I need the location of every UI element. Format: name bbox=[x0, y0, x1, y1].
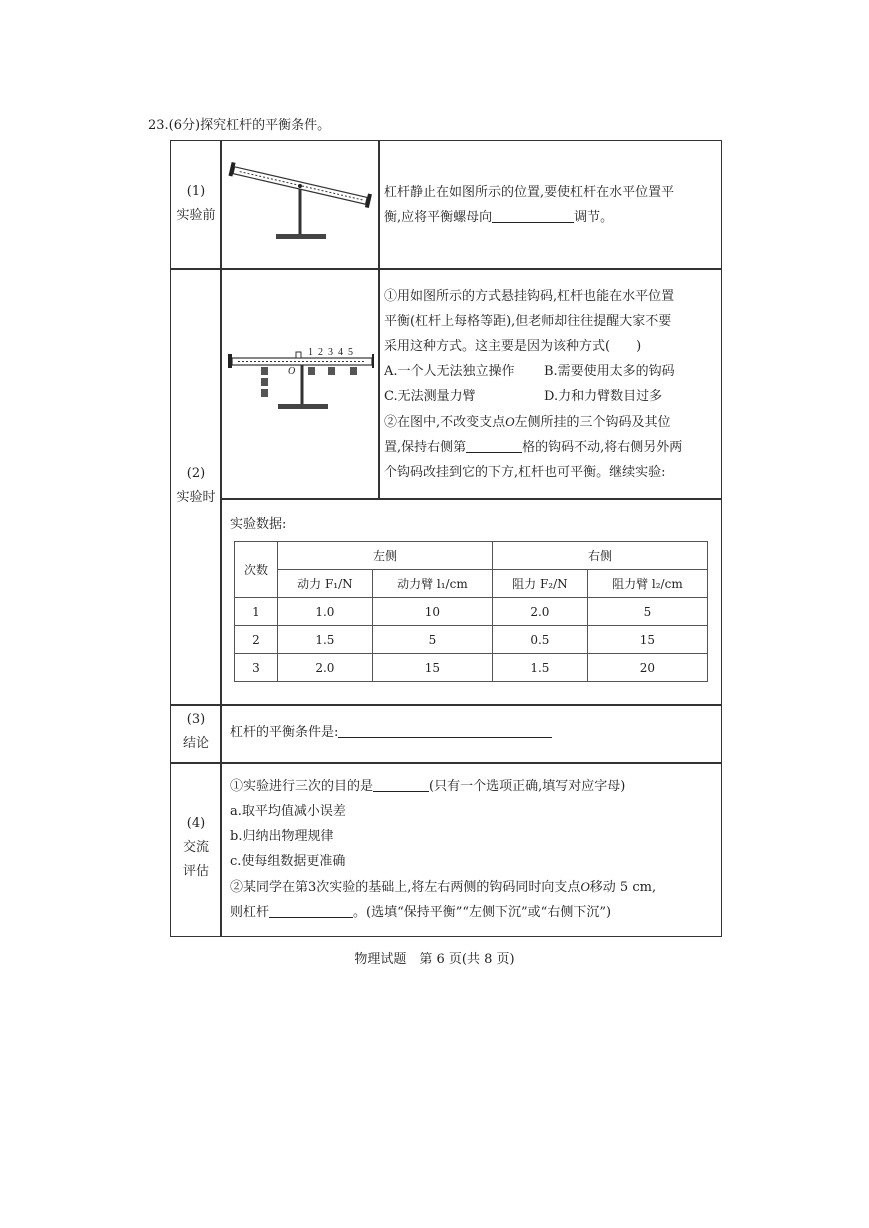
divider bbox=[220, 498, 722, 500]
section-name: 交流 bbox=[182, 840, 209, 855]
blank-s1[interactable] bbox=[492, 208, 574, 223]
subheader: 阻力臂 l₂/cm bbox=[587, 570, 707, 598]
divider bbox=[170, 762, 722, 764]
data-title: 实验数据: bbox=[230, 517, 287, 532]
header-left: 左侧 bbox=[278, 542, 493, 570]
s2-text: ①用如图所示的方式悬挂钩码,杠杆也能在水平位置 平衡(杠杆上每格等距),但老师却往往提醒大家不要 采用这种方式。这主要是因为该种方式( ) A.一个人无法独立操作 B.需要使用太多的钩码 C.无法测量力臂 D.力和力臂数目过多 ②在图中,不改变支点O左侧所挂的三个钩码及其位 置,保持右侧第 格的钩码不动,将右侧另外两 个钩码改挂到它的下方,杠杆也可平衡。继续实验: bbox=[384, 289, 683, 480]
subheader: 阻力 F₂/N bbox=[492, 570, 587, 598]
header-times: 次数 bbox=[235, 542, 278, 598]
scale-number: 3 bbox=[328, 347, 333, 358]
divider bbox=[378, 140, 380, 268]
section-number: (1) bbox=[186, 184, 206, 199]
section-name: 评估 bbox=[182, 864, 209, 879]
section-name: 实验前 bbox=[176, 208, 216, 223]
table-row: 3 2.0 15 1.5 20 bbox=[235, 654, 708, 682]
divider bbox=[170, 268, 722, 270]
section-number: (4) bbox=[186, 816, 206, 831]
blank-s4-1[interactable] bbox=[373, 777, 429, 792]
pivot-label: O bbox=[288, 366, 296, 377]
section-3-label bbox=[172, 708, 220, 756]
section-1-label bbox=[172, 180, 220, 228]
question-title: 23.(6分)探究杠杆的平衡条件。 bbox=[148, 118, 331, 133]
scale-number: 2 bbox=[318, 347, 323, 358]
blank-s3[interactable] bbox=[338, 723, 552, 738]
s1-text: 杠杆静止在如图所示的位置,要使杠杆在水平位置平 衡,应将平衡螺母向 调节。 bbox=[384, 185, 675, 225]
hook-weights bbox=[261, 367, 357, 397]
table-row: 1 1.0 10 2.0 5 bbox=[235, 598, 708, 626]
divider bbox=[170, 704, 722, 706]
subheader: 动力臂 l₁/cm bbox=[372, 570, 492, 598]
table-row: 2 1.5 5 0.5 15 bbox=[235, 626, 708, 654]
scale-number: 5 bbox=[348, 347, 353, 358]
page-footer: 物理试题 第 6 页(共 8 页) bbox=[354, 952, 515, 967]
subheader: 动力 F₁/N bbox=[278, 570, 373, 598]
blank-s4-2[interactable] bbox=[269, 903, 353, 918]
section-2-label bbox=[172, 462, 220, 510]
experiment-data-table bbox=[234, 541, 708, 682]
section-name: 实验时 bbox=[176, 490, 216, 505]
blank-s2[interactable] bbox=[466, 438, 522, 453]
divider bbox=[220, 140, 222, 937]
s4-text: ①实验进行三次的目的是 (只有一个选项正确,填写对应字母) a.取平均值减小误差 b.归纳出物理规律 c.使每组数据更准确 ②某同学在第3次实验的基础上,将左右两侧的钩码同时向支点O移动 5 cm, 则杠杆 。(选填“保持平衡”“左侧下沉”或“右侧下沉”) bbox=[230, 779, 657, 920]
section-name: 结论 bbox=[182, 736, 209, 751]
divider bbox=[378, 268, 380, 498]
lever-base bbox=[278, 404, 328, 409]
balanced-lever-figure bbox=[224, 336, 374, 416]
header-right: 右侧 bbox=[492, 542, 707, 570]
section-number: (2) bbox=[186, 466, 206, 481]
scale-number: 1 bbox=[308, 347, 313, 358]
section-number: (3) bbox=[186, 712, 206, 727]
tilted-lever-figure bbox=[224, 148, 374, 248]
s3-text: 杠杆的平衡条件是: bbox=[230, 720, 552, 745]
section-4-label bbox=[172, 812, 220, 884]
scale-number: 4 bbox=[338, 347, 343, 358]
lever-base bbox=[276, 234, 326, 239]
